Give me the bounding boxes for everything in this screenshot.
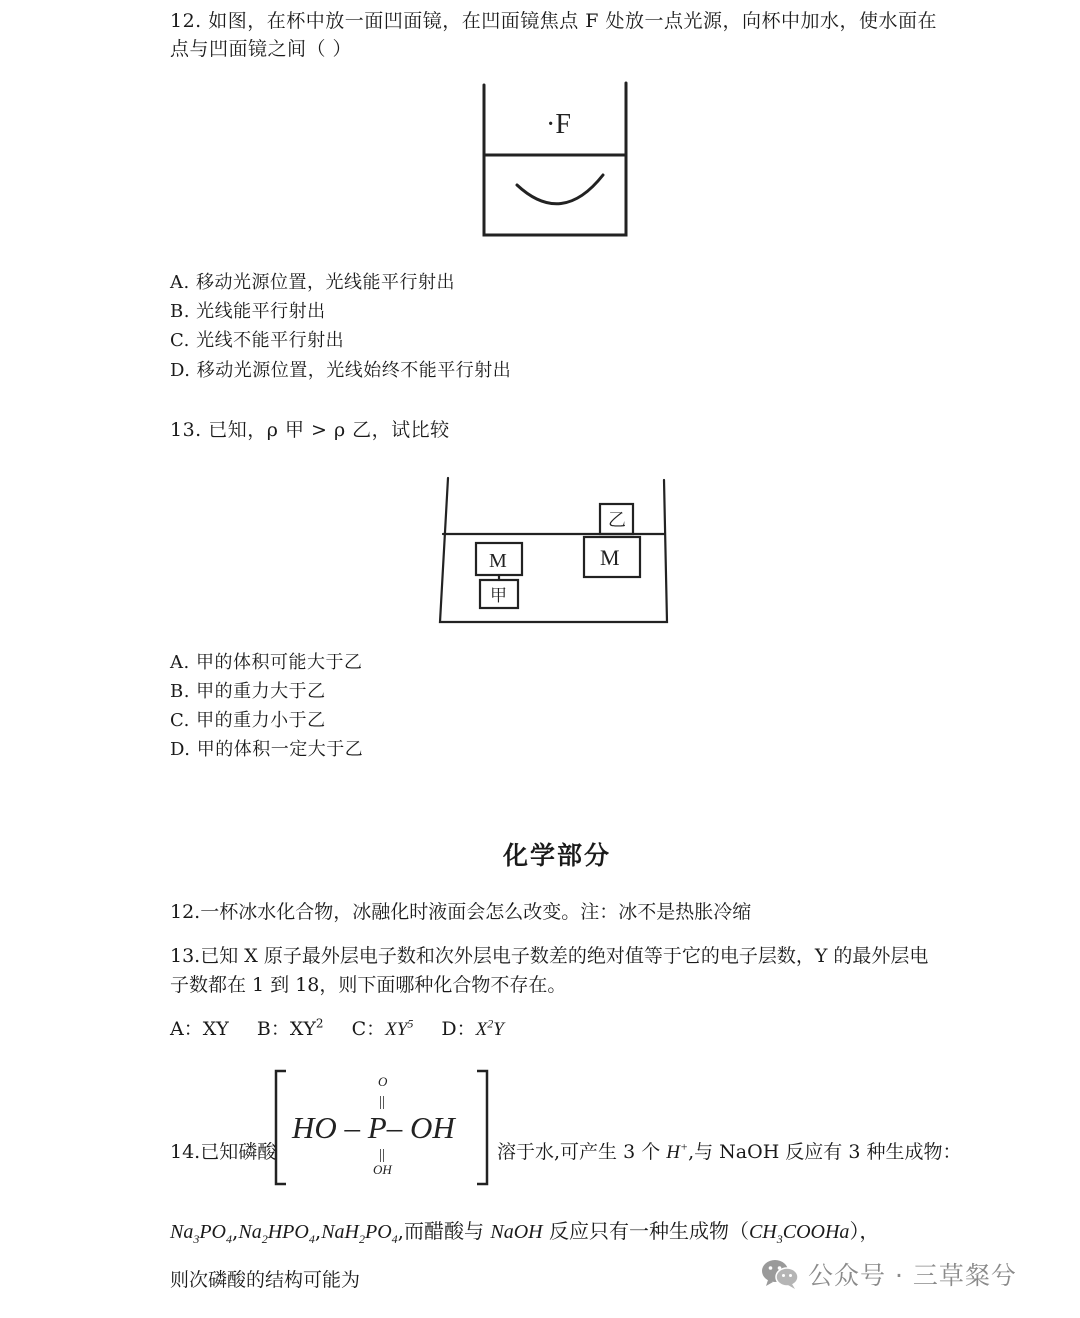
option-c-label: C： [351, 1018, 386, 1040]
structure-bottom-bond: || [379, 1147, 386, 1163]
chemistry-q13-line1: 13.已知 X 原子最外层电子数和次外层电子数差的绝对值等于它的电子层数，Y 的最外层电 [170, 945, 929, 967]
formula-nah2po4: $NaH_2PO_4$ [321, 1221, 398, 1246]
formula-na3po4: $Na_3PO_4$ [170, 1221, 233, 1246]
hydrogen-ion: H+ [666, 1139, 689, 1163]
right-block-yi-label: 乙 [608, 510, 626, 530]
structure-top-bond: || [379, 1094, 386, 1110]
structure-main: HO – P– OH [292, 1110, 455, 1145]
option-a-label: A： [170, 1018, 203, 1040]
chemistry-q14-line3: 则次磷酸的结构可能为 [170, 1269, 361, 1291]
option-b-formula: $XY^2$ [289, 1016, 324, 1040]
formula-ch3coona: $CH_3COOHa$ [748, 1221, 850, 1246]
option-a-formula: XY [202, 1018, 229, 1040]
option-b-label: B： [256, 1018, 290, 1040]
physics-q13-option-c: C. 甲的重力小于乙 [170, 710, 326, 731]
wechat-icon [760, 1257, 800, 1291]
left-block-jia-label: 甲 [490, 586, 507, 605]
container-outline [440, 478, 667, 622]
option-d-label: D： [441, 1018, 476, 1040]
physics-q13-figure [430, 470, 675, 630]
left-block-m-label: M [489, 550, 507, 572]
formula-na2hpo4: $Na_2HPO_4$ [238, 1221, 315, 1246]
physics-q12-figure [470, 75, 645, 245]
physics-q12-stem-line1: 12. 如图，在杯中放一面凹面镜，在凹面镜焦点 F 处放一点光源，向杯中加水，使水面在 [170, 10, 938, 32]
cup-outline [484, 83, 626, 235]
phosphoric-acid-structure [272, 1068, 494, 1188]
chemistry-q14-line2: $Na_3PO_4,Na_2HPO_4,NaH_2PO_4$,而醋酸与 NaOH 反应只有一种生成物$(CH_3COOHa)$， [170, 1219, 880, 1246]
physics-q13-stem: 13. 已知，ρ 甲 > ρ 乙，试比较 [170, 419, 450, 441]
physics-q13-option-d: D. 甲的体积一定大于乙 [170, 739, 364, 760]
physics-q12-option-a: A. 移动光源位置，光线能平行射出 [170, 272, 455, 293]
physics-q12-option-d: D. 移动光源位置，光线始终不能平行射出 [170, 360, 512, 381]
chemistry-q13-options [170, 1014, 504, 1041]
watermark [760, 1256, 1017, 1292]
concave-mirror [517, 175, 603, 204]
chemistry-q13-line2: 子数都在 1 到 18，则下面哪种化合物不存在。 [170, 974, 567, 996]
option-d-formula: $X^2Y$ [475, 1016, 504, 1040]
chemistry-q14-prefix: 14.已知磷酸 [170, 1141, 277, 1163]
left-bracket [276, 1071, 286, 1184]
structure-bottom-oh: OH [373, 1162, 392, 1177]
watermark-text: 公众号 · 三草粲兮 [808, 1261, 1017, 1290]
option-c-formula: $XY^5$ [385, 1016, 414, 1040]
structure-top-o: O [378, 1074, 388, 1089]
formula-naoh: NaOH [490, 1221, 543, 1243]
focus-label: ·F [546, 109, 571, 140]
physics-q12-option-b: B. 光线能平行射出 [170, 301, 326, 322]
physics-q12-option-c: C. 光线不能平行射出 [170, 330, 345, 351]
physics-q12-stem-line2: 点与凹面镜之间（ ） [170, 38, 353, 60]
chemistry-section-title: 化学部分 [502, 841, 611, 870]
chemistry-q12: 12.一杯冰水化合物，冰融化时液面会怎么改变。注：冰不是热胀冷缩 [170, 901, 752, 923]
right-block-m-label: M [600, 545, 620, 570]
physics-q13-option-a: A. 甲的体积可能大于乙 [170, 652, 363, 673]
right-bracket [477, 1071, 487, 1184]
physics-q13-option-b: B. 甲的重力大于乙 [170, 681, 326, 702]
chemistry-q14-stem-continued: 溶于水,可产生 3 个 H+,与 NaOH 反应有 3 种生成物： [497, 1139, 962, 1163]
